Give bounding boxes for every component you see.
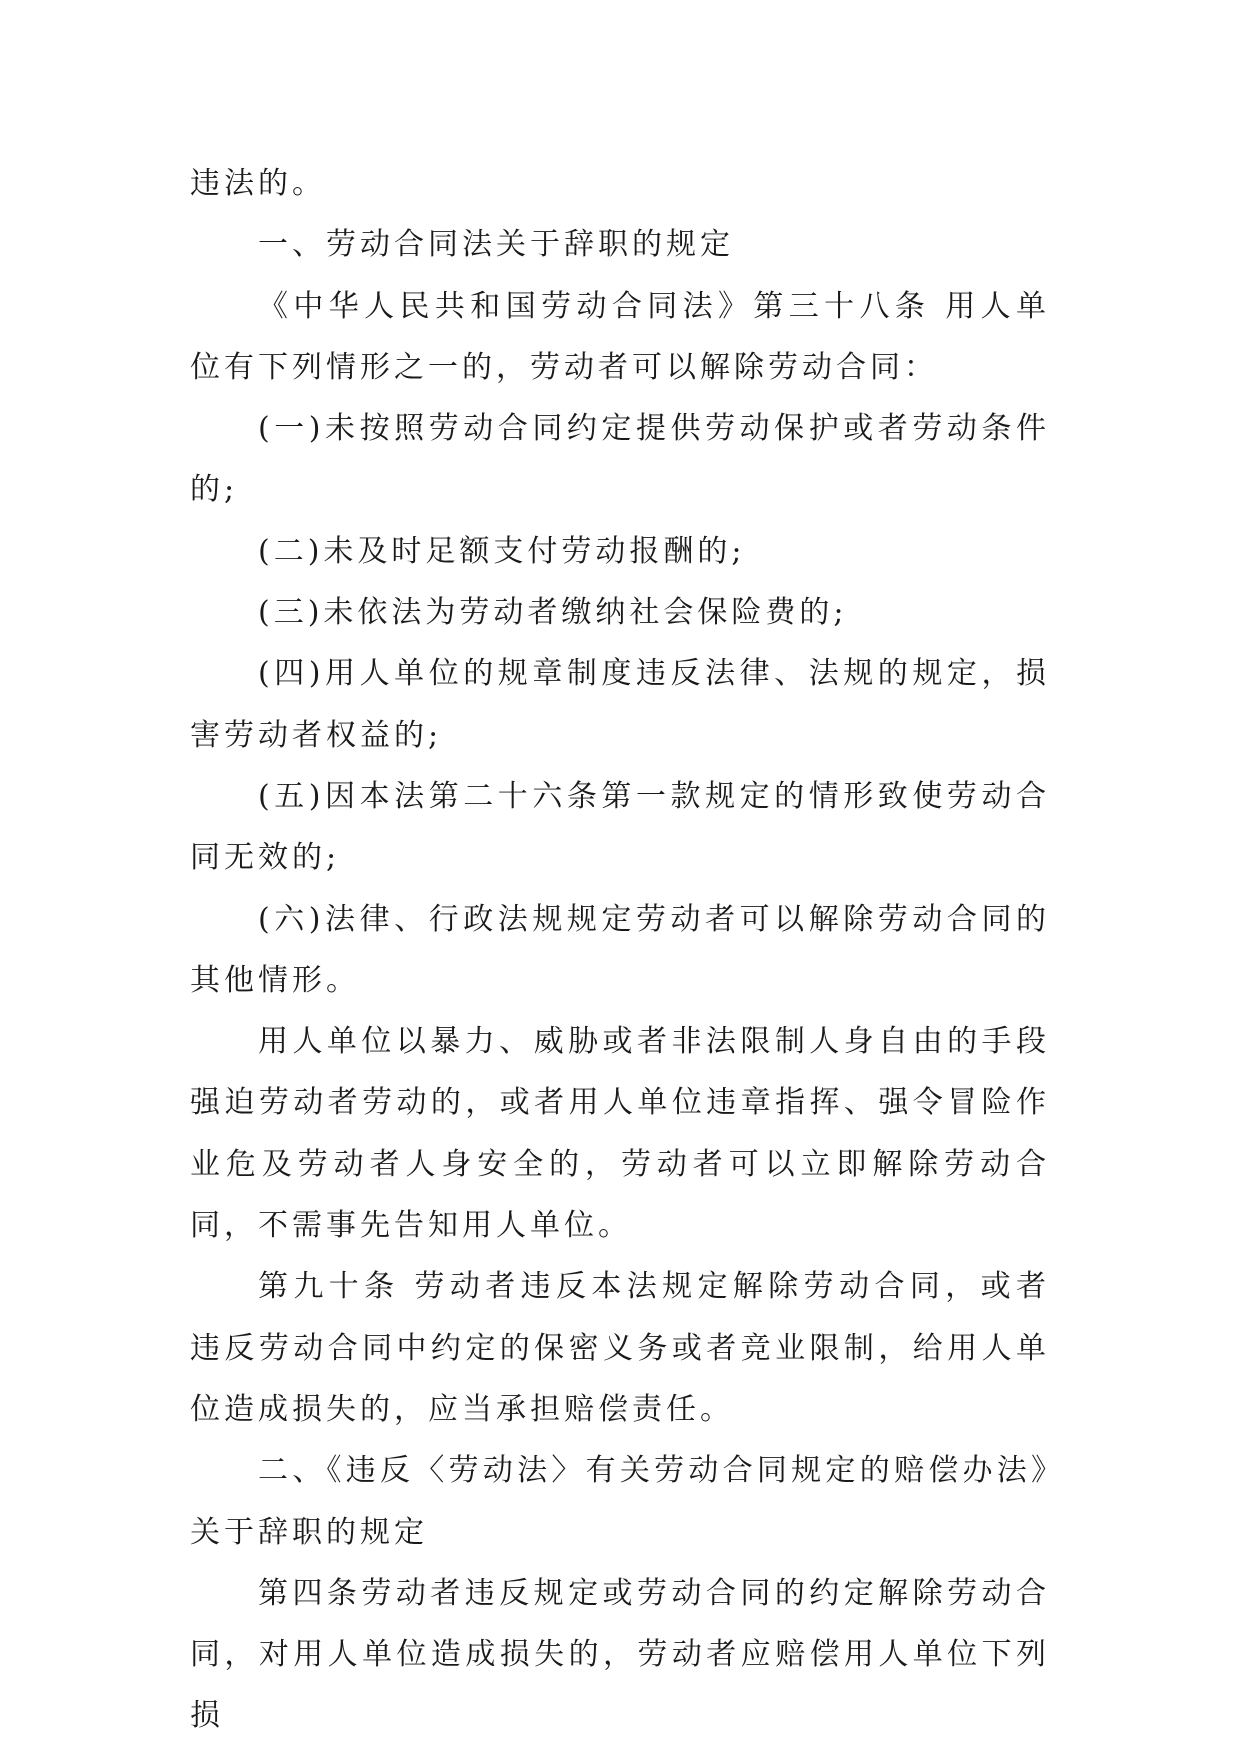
paragraph-article-38-intro: 《中华人民共和国劳动合同法》第三十八条 用人单位有下列情形之一的，劳动者可以解除劳动合同： bbox=[190, 288, 1050, 385]
list-item-3: (三)未依法为劳动者缴纳社会保险费的; bbox=[258, 595, 848, 631]
paragraph-article-90: 第九十条 劳动者违反本法规定解除劳动合同，或者违反劳动合同中约定的保密义务或者竞业限制，给用人单位造成损失的，应当承担赔偿责任。 bbox=[190, 1269, 1050, 1427]
list-item-4: (四)用人单位的规章制度违反法律、法规的规定，损害劳动者权益的; bbox=[190, 656, 1050, 753]
paragraph-immediate-termination: 用人单位以暴力、威胁或者非法限制人身自由的手段强迫劳动者劳动的，或者用人单位违章指挥、强令冒险作业危及劳动者人身安全的，劳动者可以立即解除劳动合同，不需事先告知用人单位。 bbox=[190, 1024, 1050, 1244]
document-body bbox=[190, 153, 1050, 1747]
list-item-1: (一)未按照劳动合同约定提供劳动保护或者劳动条件的; bbox=[190, 411, 1050, 508]
paragraph-continuation: 违法的。 bbox=[190, 166, 326, 201]
list-item-2: (二)未及时足额支付劳动报酬的; bbox=[258, 533, 746, 569]
section-heading-compensation-measures: 二、《违反〈劳动法〉有关劳动合同规定的赔偿办法》关于辞职的规定 bbox=[190, 1453, 1050, 1550]
section-heading-labor-contract-law: 一、劳动合同法关于辞职的规定 bbox=[258, 227, 734, 263]
list-item-5: (五)因本法第二十六条第一款规定的情形致使劳动合同无效的; bbox=[190, 778, 1050, 876]
list-item-6: (六)法律、行政法规规定劳动者可以解除劳动合同的其他情形。 bbox=[190, 901, 1050, 998]
paragraph-article-4: 第四条劳动者违反规定或劳动合同的约定解除劳动合同，对用人单位造成损失的，劳动者应赔偿用人单位下列损 bbox=[190, 1575, 1050, 1734]
